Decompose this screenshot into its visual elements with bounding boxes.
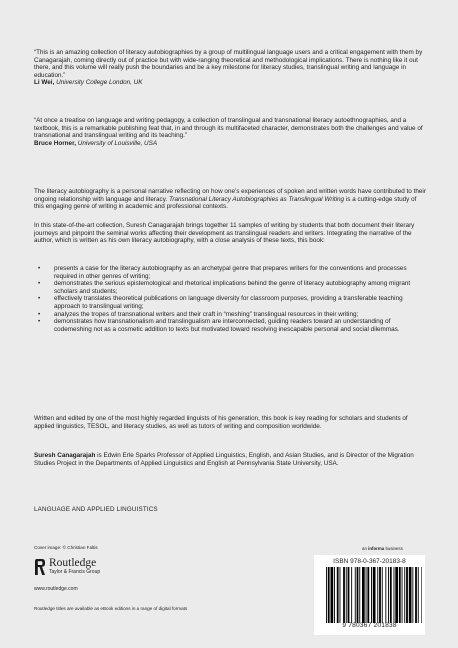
endorsement-quote: “This is an amazing collection of literacy autobiographies by a group of multilingual language users and a critical engagement with them by Canagarajah, coming directly out of practice but with wide-ranging theoretical and methodological implications. There is nothing like it out there, and this volume will really push the boundaries and be a key milestone for literacy studies, translingual writing and language in education.” — [34, 49, 423, 79]
barcode-digit-lead: 9 — [342, 622, 347, 629]
barcode-bar — [418, 567, 419, 623]
list-item-text: analyzes the tropes of transnational writers and their craft in “meshing” translingual resources in their writing; — [54, 310, 359, 318]
barcode-bar — [351, 567, 352, 623]
barcode-bar — [406, 567, 408, 623]
description-text: is a cutting-edge study of this engaging genre of writing in academic and professional contexts. — [34, 195, 417, 211]
ebook-note: Routledge titles are available as eBook editions in a range of digital formats — [34, 606, 188, 611]
barcode-bar — [340, 567, 341, 623]
endorsement-bruce-horner — [34, 117, 426, 147]
informa-suffix: business — [384, 546, 403, 551]
list-item-text: demonstrates the serious epistemological and rhetorical implications behind the genre of literacy autobiography among migrant scholars and students; — [54, 280, 411, 295]
author-bio — [34, 452, 426, 467]
endorser-affiliation: University College London, UK — [56, 79, 143, 87]
bullet-icon: • — [38, 318, 41, 326]
list-item-text: presents a case for the literacy autobiography as an archetypal genre that prepares writers for the conventions and processes required in other genres of writing; — [54, 265, 407, 280]
barcode-bar — [346, 567, 347, 623]
endorser-affiliation: University of Louisville, USA — [77, 139, 158, 147]
informa-prefix: an — [362, 546, 369, 551]
barcode-bar — [334, 567, 335, 623]
barcode-bar — [382, 567, 383, 623]
endorser-name: Bruce Horner — [34, 139, 75, 147]
barcode-bar — [415, 567, 417, 623]
bullet-icon: • — [38, 310, 41, 318]
barcode-bar — [362, 567, 365, 623]
informa-tagline — [362, 546, 403, 551]
subject-category: LANGUAGE AND APPLIED LINGUISTICS — [34, 506, 158, 513]
barcode-bar — [348, 567, 350, 623]
endorsement-quote: “At once a treatise on language and writing pedagogy, a collection of translingual and transnational literacy autoethnographies, and a textbook, this is a remarkable publishing feat that, in and through its multifaceted character, demonstrates both the challenges and value of transnational and translingual writing and its teaching.” — [34, 117, 423, 140]
bullet-icon: • — [38, 295, 41, 303]
barcode-bar — [395, 567, 398, 623]
routledge-mark-icon — [34, 558, 46, 576]
barcode-bar — [357, 567, 359, 623]
list-item — [34, 265, 426, 280]
barcode-bar — [371, 567, 372, 623]
endorsement-attribution: Li Wei, University College London, UK — [34, 79, 143, 87]
barcode-bar — [402, 567, 403, 623]
barcode-bar — [366, 567, 367, 623]
barcode-bar — [421, 567, 422, 623]
barcode-bar — [404, 567, 405, 623]
barcode-bar — [359, 567, 360, 623]
description-paragraph-1 — [34, 188, 426, 211]
barcode-bar — [328, 567, 330, 623]
feature-list — [34, 265, 426, 333]
list-item — [34, 280, 426, 295]
description-paragraph-3 — [34, 415, 426, 430]
list-item-text: effectively translates theoretical publications on language diversity for classroom purposes, providing a transferable teaching approach to translingual writing; — [54, 295, 403, 310]
publisher-name: Routledge — [49, 557, 97, 569]
list-item — [34, 318, 426, 333]
author-name: Suresh Canagarajah — [34, 452, 96, 459]
barcode-bar — [399, 567, 401, 623]
barcode-bar — [385, 567, 386, 623]
barcode-digits-left: 780367 — [348, 622, 372, 629]
cover-image-credit: Cover image: © Christian Faltis — [34, 545, 98, 550]
barcode-bar — [377, 567, 378, 623]
list-item — [34, 311, 426, 319]
barcode-bar — [367, 567, 369, 623]
endorsement-li-wei — [34, 49, 426, 87]
barcode-bar — [331, 567, 334, 623]
barcode-bar — [343, 567, 345, 623]
barcode-digits-right: 201838 — [373, 622, 397, 629]
description-text: Written and edited by one of the most highly regarded linguists of his generation, this book is key reading for scholars and students of applied linguistics, TESOL, and literacy studies, as well as tutors of writing and composition worldwide. — [34, 415, 408, 430]
routledge-logo — [34, 556, 124, 582]
bullet-icon: • — [38, 265, 41, 272]
isbn-label: ISBN 978-0-367-20183-8 — [333, 558, 406, 565]
barcode-bar — [412, 567, 413, 623]
barcode-icon — [326, 567, 422, 623]
description-text: The literacy autobiography is a personal narrative reflecting on how one's experiences of spoken and written words have contributed to their ongoing relationship with language and literacy. — [34, 188, 426, 203]
barcode-digits — [314, 622, 425, 629]
list-item-text: demonstrates how transnationalism and translingualism are interconnected, guiding readers toward an understanding of codemeshing not as a cosmetic addition to texts but motivated toward resolving inescapable personal and social dilemmas. — [54, 318, 400, 333]
barcode-bar — [337, 567, 339, 623]
barcode-bar — [409, 567, 412, 623]
description-paragraph-2 — [34, 222, 426, 245]
barcode-bar — [394, 567, 395, 623]
publisher-url[interactable]: www.routledge.com — [34, 586, 78, 592]
barcode-bar — [379, 567, 381, 623]
description-text: In this state-of-the-art collection, Suresh Canagarajah brings together 11 samples of writing by students that both document their literary journeys and pinpoint the seminal works affecting their development as translingual readers and writers. Integrating the narrative of the author, which is written as his own literacy autobiography, with a close analysis of these texts, this book: — [34, 222, 415, 245]
bullet-icon: • — [38, 280, 41, 288]
publisher-subtitle: Taylor & Francis Group — [49, 569, 101, 575]
book-title: Transnational Literacy Autobiographies as Translingual Writing — [168, 195, 345, 203]
barcode-panel — [314, 555, 425, 635]
barcode-bar — [355, 567, 356, 623]
endorser-name: Li Wei — [34, 79, 53, 87]
author-bio-text: is Edwin Erle Sparks Professor of Applied Linguistics, English, and Asian Studies, and is Director of the Migration Studies Project in the Departments of Applied Linguistics and English at Pennsylvania State University, USA. — [34, 452, 414, 467]
barcode-bar — [373, 567, 376, 623]
barcode-bar — [326, 567, 327, 623]
barcode-bar — [388, 567, 389, 623]
barcode-bar — [390, 567, 392, 623]
list-item — [34, 295, 426, 310]
informa-brand: informa — [368, 546, 385, 551]
endorsement-attribution: Bruce Horner, University of Louisville, USA — [34, 139, 158, 147]
